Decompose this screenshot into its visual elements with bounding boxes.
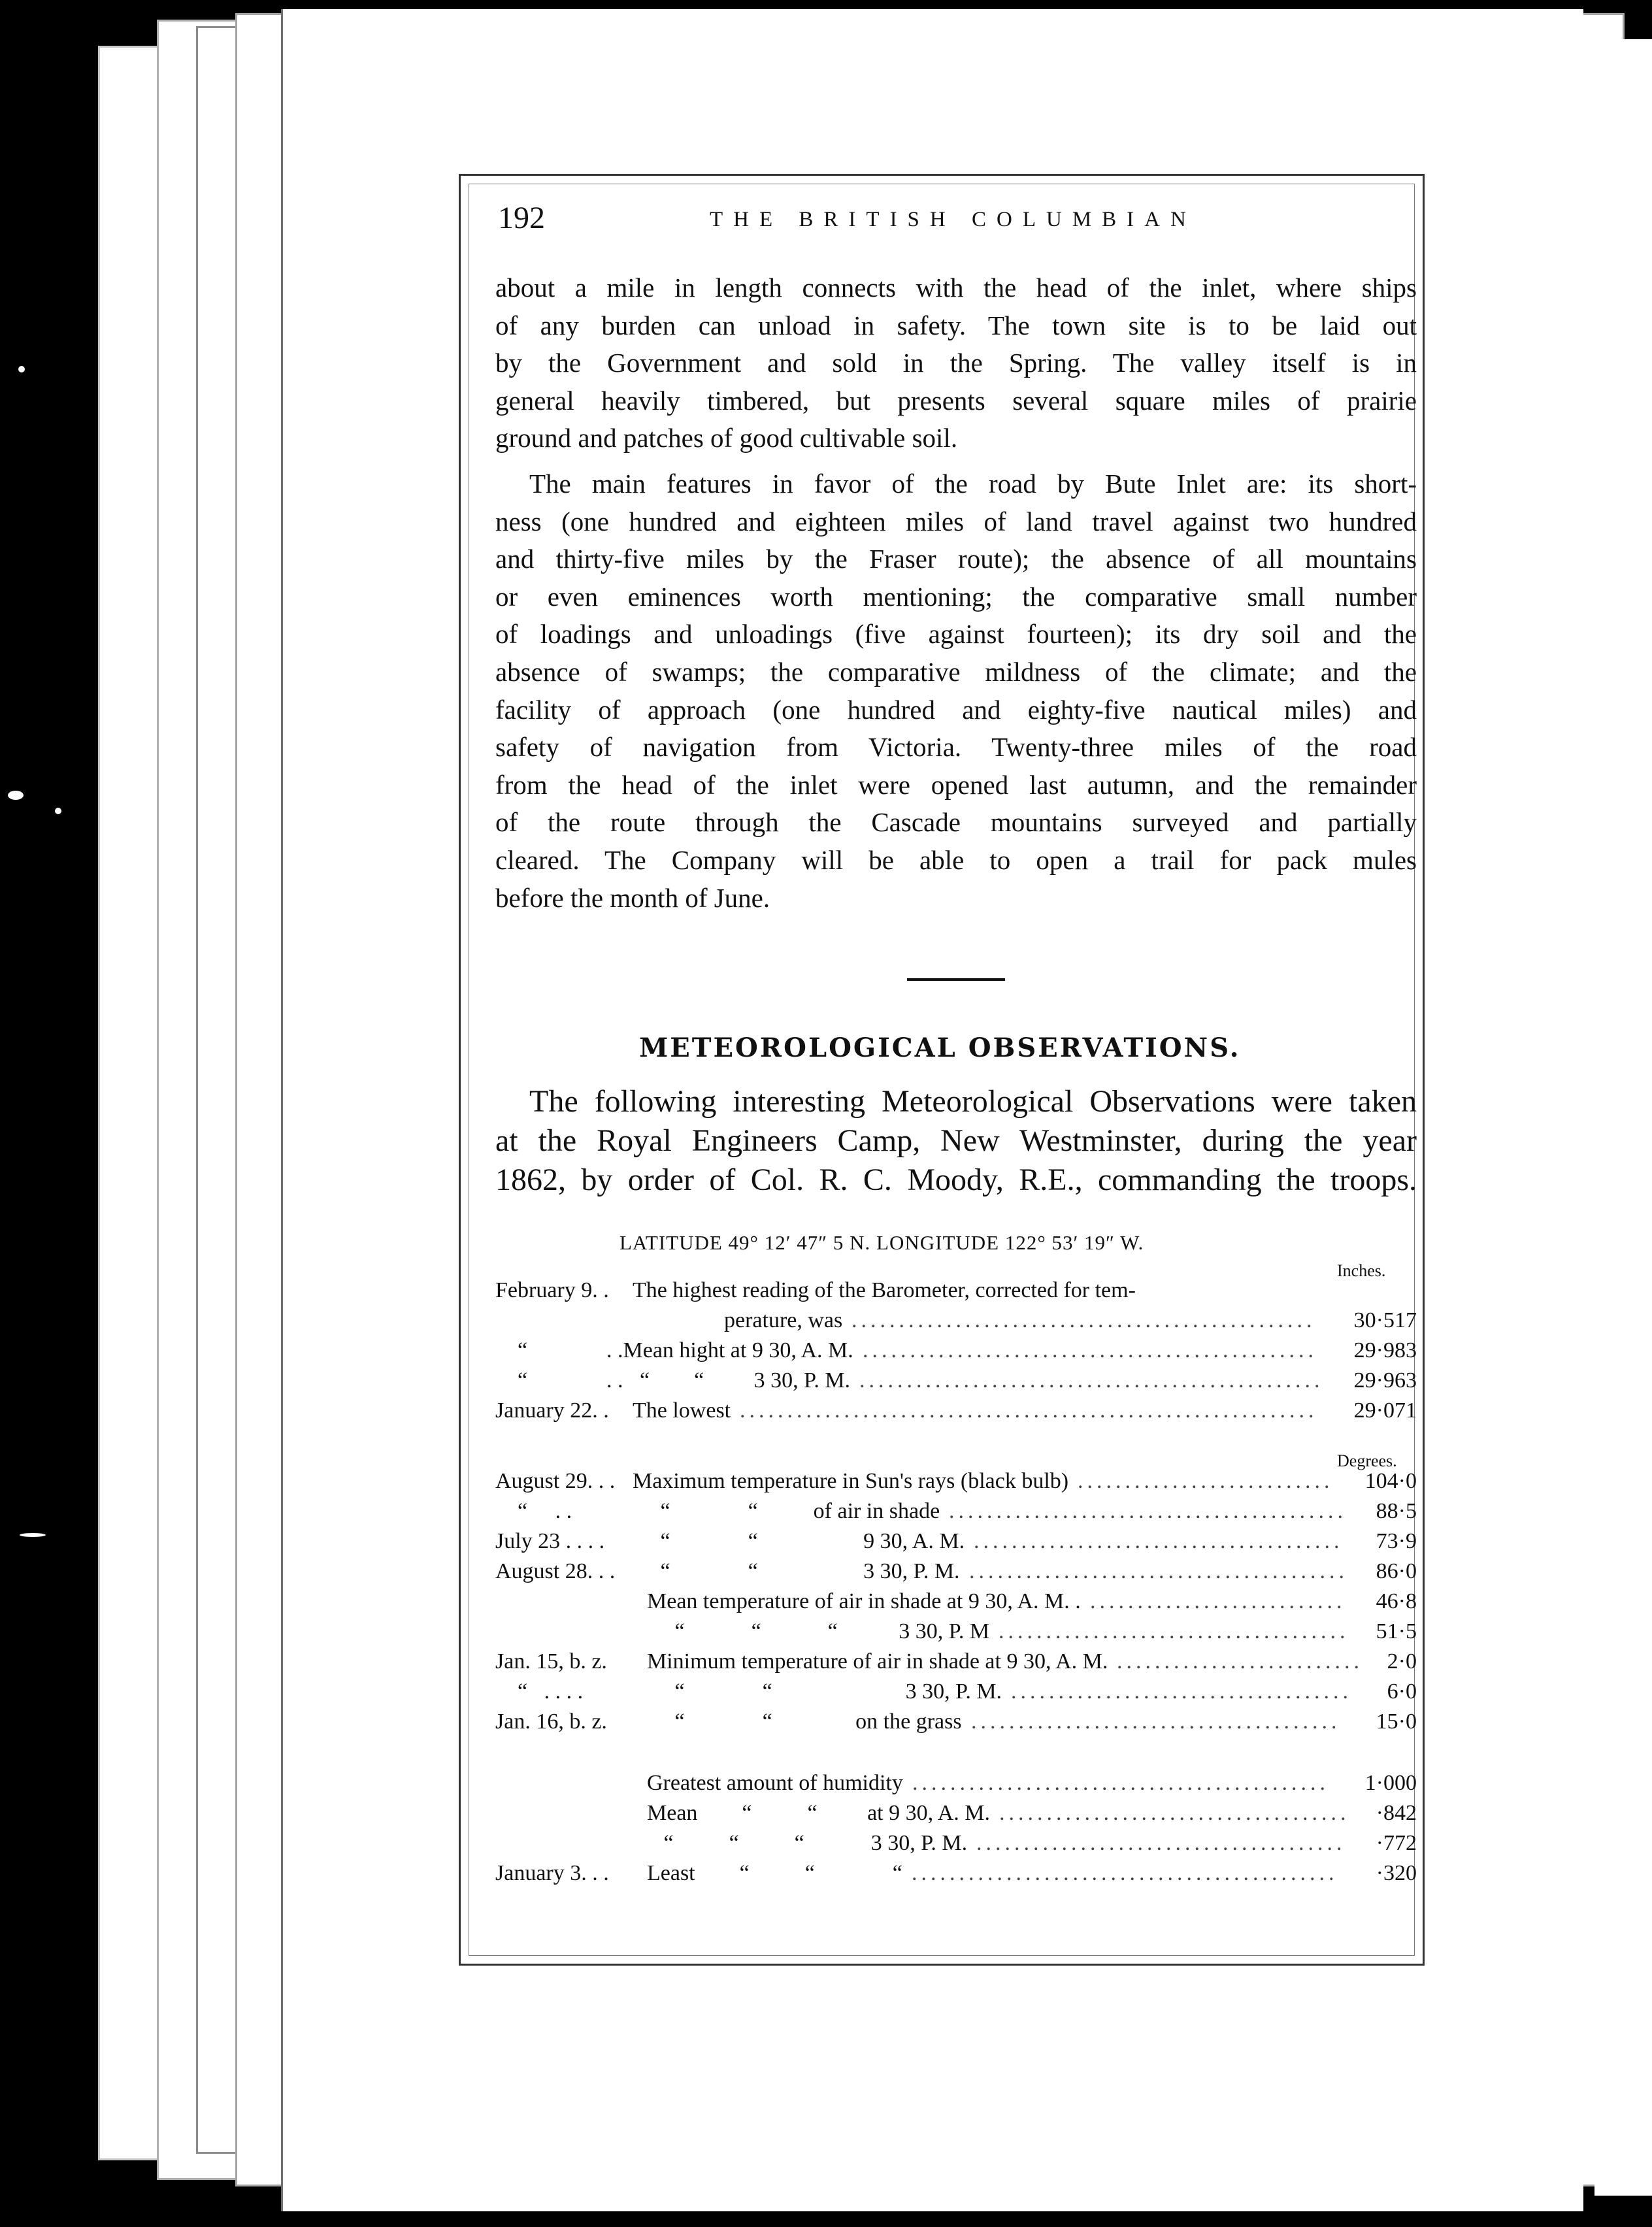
- observation-value: 73·9: [1376, 1529, 1417, 1553]
- observation-description: perature, was: [724, 1308, 843, 1332]
- observation-row: [495, 1797, 1417, 1830]
- page-number: 192: [498, 201, 545, 235]
- leader-dots: ............................................: [912, 1771, 1329, 1795]
- observation-value: 29·071: [1353, 1398, 1417, 1423]
- text-line: of loadings and unloadings (five against fourteen); its dry soil and the: [495, 619, 1417, 650]
- observation-row: [495, 1334, 1417, 1367]
- paragraph-road-features: [495, 465, 1417, 917]
- observation-date: Jan. 15, b. z.: [495, 1649, 607, 1674]
- leader-dots: .............................................................: [740, 1398, 1318, 1423]
- paragraph-bute-inlet-valley: [495, 269, 1417, 457]
- observation-description: The lowest: [633, 1398, 731, 1423]
- section-divider: [907, 978, 1005, 981]
- observation-value: 30·517: [1353, 1308, 1417, 1332]
- observation-value: 2·0: [1387, 1649, 1417, 1674]
- leader-dots: .............................................: [912, 1861, 1338, 1885]
- observation-date: February 9. .: [495, 1278, 609, 1302]
- text-line: at the Royal Engineers Camp, New Westminster, during the year: [495, 1123, 1417, 1158]
- observation-row: [495, 1615, 1417, 1648]
- observation-row: [495, 1827, 1417, 1860]
- leader-dots: ........................................: [969, 1559, 1348, 1583]
- observation-row: [495, 1304, 1417, 1337]
- observation-description: “ “ “ 3 30, P. M.: [647, 1831, 968, 1855]
- observation-description: Minimum temperature of air in shade at 9 30, A. M.: [647, 1649, 1108, 1674]
- observation-description: Maximum temperature in Sun's rays (black bulb): [633, 1469, 1069, 1493]
- observation-date: “: [495, 1368, 528, 1393]
- observation-description: Mean temperature of air in shade at 9 30, A. M. .: [647, 1589, 1081, 1613]
- observation-value: 29·963: [1353, 1368, 1417, 1393]
- text-line: 1862, by order of Col. R. C. Moody, R.E., commanding the troops.: [495, 1163, 1417, 1197]
- observation-value: 88·5: [1376, 1499, 1417, 1523]
- leader-dots: .......................................: [971, 1709, 1341, 1734]
- observation-date: July 23 . . . .: [495, 1529, 605, 1553]
- text-line: of any burden can unload in safety. The town site is to be laid out: [495, 310, 1417, 340]
- text-line: or even eminences worth mentioning; the comparative small number: [495, 581, 1417, 612]
- text-line: ground and patches of good cultivable soil.: [495, 423, 958, 454]
- observation-value: ·772: [1376, 1831, 1417, 1855]
- observation-value: 1·000: [1364, 1771, 1417, 1795]
- observation-row: [495, 1645, 1417, 1678]
- text-line: cleared. The Company will be able to open a trail for pack mules: [495, 844, 1417, 875]
- text-line: absence of swamps; the comparative mildness of the climate; and the: [495, 656, 1417, 687]
- leader-dots: .....................................: [999, 1619, 1349, 1643]
- observation-description: . .Mean hight at 9 30, A. M.: [606, 1338, 853, 1362]
- adjacent-page-edge: [1594, 39, 1652, 2196]
- observation-row: [495, 1585, 1417, 1618]
- observation-description: “ “ 3 30, P. M.: [633, 1559, 960, 1583]
- section-heading: METEOROLOGICAL OBSERVATIONS.: [639, 1032, 1241, 1063]
- observation-description: “ “ on the grass: [647, 1709, 962, 1734]
- observation-description: . . “ “ 3 30, P. M.: [606, 1368, 851, 1393]
- latitude-longitude: LATITUDE 49° 12′ 47″ 5 N. LONGITUDE 122° 53′ 19″ W.: [620, 1231, 1144, 1254]
- leader-dots: ...........................: [1078, 1469, 1334, 1493]
- observation-row: [495, 1857, 1417, 1890]
- leader-dots: .......................................: [974, 1529, 1344, 1553]
- observation-description: “ “ 3 30, P. M.: [647, 1679, 1002, 1704]
- observation-value: 51·5: [1376, 1619, 1417, 1643]
- text-line: from the head of the inlet were opened last autumn, and the remainder: [495, 769, 1417, 800]
- observation-row: [495, 1394, 1417, 1427]
- observation-row: [495, 1706, 1417, 1738]
- leader-dots: ....................................: [1011, 1679, 1352, 1704]
- leader-dots: ................................................: [863, 1338, 1317, 1362]
- observation-description: “ “ 9 30, A. M.: [633, 1529, 965, 1553]
- text-line: before the month of June.: [495, 882, 770, 913]
- leader-dots: ..........................: [1117, 1649, 1363, 1674]
- observation-date: “ . . . .: [495, 1679, 584, 1704]
- running-title: THE BRITISH COLUMBIAN: [710, 208, 1197, 231]
- text-line: facility of approach (one hundred and eighty-five nautical miles) and: [495, 694, 1417, 725]
- leader-dots: .......................................: [976, 1831, 1346, 1855]
- leader-dots: ..........................................: [949, 1499, 1347, 1523]
- leader-dots: ...........................: [1090, 1589, 1346, 1613]
- observation-row: [495, 1675, 1417, 1708]
- text-line: The following interesting Meteorological Observations were taken: [529, 1084, 1417, 1119]
- observation-value: 29·983: [1353, 1338, 1417, 1362]
- observation-date: January 22. .: [495, 1398, 609, 1423]
- observation-row: [495, 1274, 1417, 1307]
- scan-speck: [8, 791, 24, 800]
- observation-row: [495, 1495, 1417, 1528]
- observation-date: “: [495, 1338, 528, 1362]
- observation-value: 86·0: [1376, 1559, 1417, 1583]
- unit-label-inches: Inches.: [1337, 1261, 1386, 1280]
- leader-dots: .................................................: [851, 1308, 1316, 1332]
- text-line: by the Government and sold in the Spring. The valley itself is in: [495, 348, 1417, 378]
- observation-description: Mean “ “ at 9 30, A. M.: [647, 1801, 991, 1825]
- unit-label-degrees: Degrees.: [1337, 1451, 1397, 1470]
- text-line: about a mile in length connects with the head of the inlet, where ships: [495, 272, 1417, 303]
- observation-row: [495, 1767, 1417, 1800]
- observation-value: 104·0: [1364, 1469, 1417, 1493]
- observation-value: ·320: [1376, 1861, 1417, 1885]
- observation-description: “ “ “ 3 30, P. M: [647, 1619, 990, 1643]
- leader-dots: .....................................: [999, 1801, 1350, 1825]
- observation-row: [495, 1555, 1417, 1588]
- text-line: general heavily timbered, but presents several square miles of prairie: [495, 385, 1417, 416]
- observation-row: [495, 1465, 1417, 1498]
- text-line: ness (one hundred and eighteen miles of land travel against two hundred: [495, 506, 1417, 536]
- observation-value: 6·0: [1387, 1679, 1417, 1704]
- observation-description: Greatest amount of humidity: [647, 1771, 903, 1795]
- scan-speck: [18, 366, 25, 372]
- observation-description: “ “ of air in shade: [633, 1499, 940, 1523]
- scan-speck: [55, 808, 61, 814]
- observation-value: ·842: [1376, 1801, 1417, 1825]
- text-line: The main features in favor of the road by Bute Inlet are: its short-: [529, 469, 1417, 499]
- observation-description: The highest reading of the Barometer, corrected for tem-: [633, 1278, 1136, 1302]
- text-line: and thirty-five miles by the Fraser route); the absence of all mountains: [495, 544, 1417, 574]
- observation-value: 46·8: [1376, 1589, 1417, 1613]
- observation-value: 15·0: [1376, 1709, 1417, 1734]
- leader-dots: .................................................: [859, 1368, 1324, 1393]
- text-line: safety of navigation from Victoria. Twenty-three miles of the road: [495, 732, 1417, 763]
- observation-date: Jan. 16, b. z.: [495, 1709, 607, 1734]
- observation-description: Least “ “ “: [647, 1861, 902, 1885]
- text-line: of the route through the Cascade mountains surveyed and partially: [495, 807, 1417, 838]
- observation-date: “ . .: [495, 1499, 572, 1523]
- observation-date: August 28. . .: [495, 1559, 616, 1583]
- meteorology-intro: [495, 1082, 1417, 1200]
- observation-date: August 29. . .: [495, 1469, 616, 1493]
- observation-row: [495, 1525, 1417, 1558]
- observation-row: [495, 1364, 1417, 1397]
- scan-speck: [20, 1533, 46, 1537]
- observation-date: January 3. . .: [495, 1861, 609, 1885]
